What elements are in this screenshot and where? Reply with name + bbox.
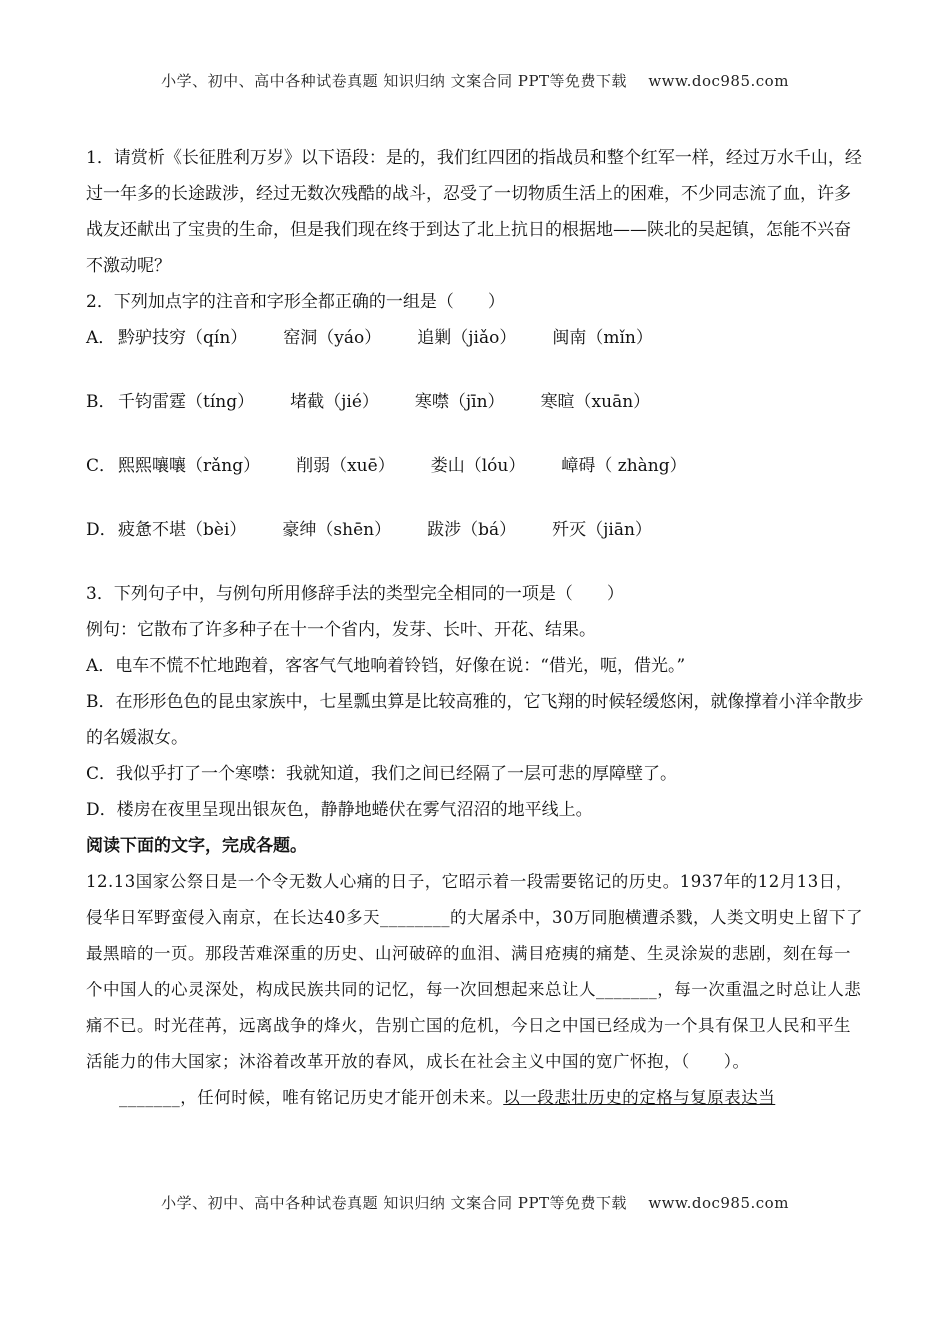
footer-text: 小学、初中、高中各种试卷真题 知识归纳 文案合同 PPT等免费下载: [161, 1194, 628, 1212]
option-item: 豪绅（shēn）: [282, 520, 392, 540]
question-2-options: [86, 320, 866, 576]
option-label: A．: [86, 328, 116, 348]
option-item: 疲惫不堪（bèi）: [118, 520, 247, 540]
question-2-stem: 2．下列加点字的注音和字形全都正确的一组是（ ）: [86, 292, 505, 312]
header-text: 小学、初中、高中各种试卷真题 知识归纳 文案合同 PPT等免费下载: [161, 72, 628, 90]
option-item: 寒暄（xuān）: [540, 392, 651, 412]
header-site-link[interactable]: www.doc985.com: [648, 72, 789, 90]
page-footer: [0, 1192, 950, 1213]
option-label: D．: [86, 520, 117, 540]
option-item: 闽南（mǐn）: [552, 328, 653, 348]
option-item: 千钧雷霆（tíng）: [118, 392, 255, 412]
option-item: 熙熙嚷嚷（rǎng）: [118, 456, 261, 476]
question-3-example: 例句：它散布了许多种子在十一个省内，发芽、长叶、开花、结果。: [86, 620, 596, 640]
option-label: C．: [86, 456, 117, 476]
option-item: 娄山（lóu）: [430, 456, 526, 476]
option-item: 窑洞（yáo）: [283, 328, 382, 348]
reading-title: 阅读下面的文字，完成各题。: [86, 836, 307, 856]
option-row-b: [86, 384, 866, 448]
option-item: 歼灭（jiān）: [552, 520, 652, 540]
option-item: 追剿（jiǎo）: [417, 328, 517, 348]
reading-paragraph-2: [86, 1080, 866, 1116]
question-3-option-b: B．在形形色色的昆虫家族中，七星瓢虫算是比较高雅的，它飞翔的时候轻缓悠闲，就像撑着小洋伞散步的名媛淑女。: [86, 692, 864, 748]
option-item: 堵截（jié）: [290, 392, 379, 412]
reading-paragraph-2-text: _______，任何时候，唯有铭记历史才能开创未来。: [119, 1088, 504, 1107]
option-item: 黔驴技穷（qín）: [118, 328, 248, 348]
question-3-option-a: A．电车不慌不忙地跑着，客客气气地响着铃铛，好像在说：“借光，呃，借光。”: [86, 656, 686, 676]
question-3-option-d: D．楼房在夜里呈现出银灰色，静静地蜷伏在雾气沼沼的地平线上。: [86, 800, 593, 820]
option-row-c: [86, 448, 866, 512]
reading-underlined-sentence: 以一段悲壮历史的定格与复原表达当: [503, 1088, 776, 1107]
option-item: 嶂碍（ zhàng）: [561, 456, 687, 476]
question-3-stem: 3．下列句子中，与例句所用修辞手法的类型完全相同的一项是（ ）: [86, 584, 624, 604]
option-item: 削弱（xuē）: [296, 456, 395, 476]
question-1: 1．请赏析《长征胜利万岁》以下语段：是的，我们红四团的指战员和整个红军一样，经过万水千山，经过一年多的长途跋涉，经过无数次残酷的战斗，忍受了一切物质生活上的困难，不少同志流了血，许多战友还献出了宝贵的生命，但是我们现在终于到达了北上抗日的根据地——陕北的吴起镇，怎能不兴奋不激动呢？: [86, 148, 862, 276]
reading-paragraph-1: 12.13国家公祭日是一个令无数人心痛的日子，它昭示着一段需要铭记的历史。1937年的12月13日，侵华日军野蛮侵入南京，在长达40多天________的大屠杀中，30万同胞横遭杀戮，人类文明史上留下了最黑暗的一页。那段苦难深重的历史、山河破碎的血泪、满目疮痍的痛楚、生灵涂炭的悲剧，刻在每一个中国人的心灵深处，构成民族共同的记忆，每一次回想起来总让人_______，每一次重温之时总让人悲痛不已。时光荏苒，远离战争的烽火，告别亡国的危机，今日之中国已经成为一个具有保卫人民和平生活能力的伟大国家；沐浴着改革开放的春风，成长在社会主义中国的宽广怀抱，（ ）。: [86, 872, 863, 1071]
option-label: B．: [86, 392, 116, 412]
option-item: 跋涉（bá）: [427, 520, 517, 540]
option-row-a: [86, 320, 866, 384]
question-3-option-c: C．我似乎打了一个寒噤：我就知道，我们之间已经隔了一层可悲的厚障壁了。: [86, 764, 678, 784]
document-body: [86, 140, 866, 1116]
option-row-d: [86, 512, 866, 576]
footer-site-link[interactable]: www.doc985.com: [648, 1194, 789, 1212]
page-header: [0, 70, 950, 91]
option-item: 寒噤（jīn）: [414, 392, 505, 412]
